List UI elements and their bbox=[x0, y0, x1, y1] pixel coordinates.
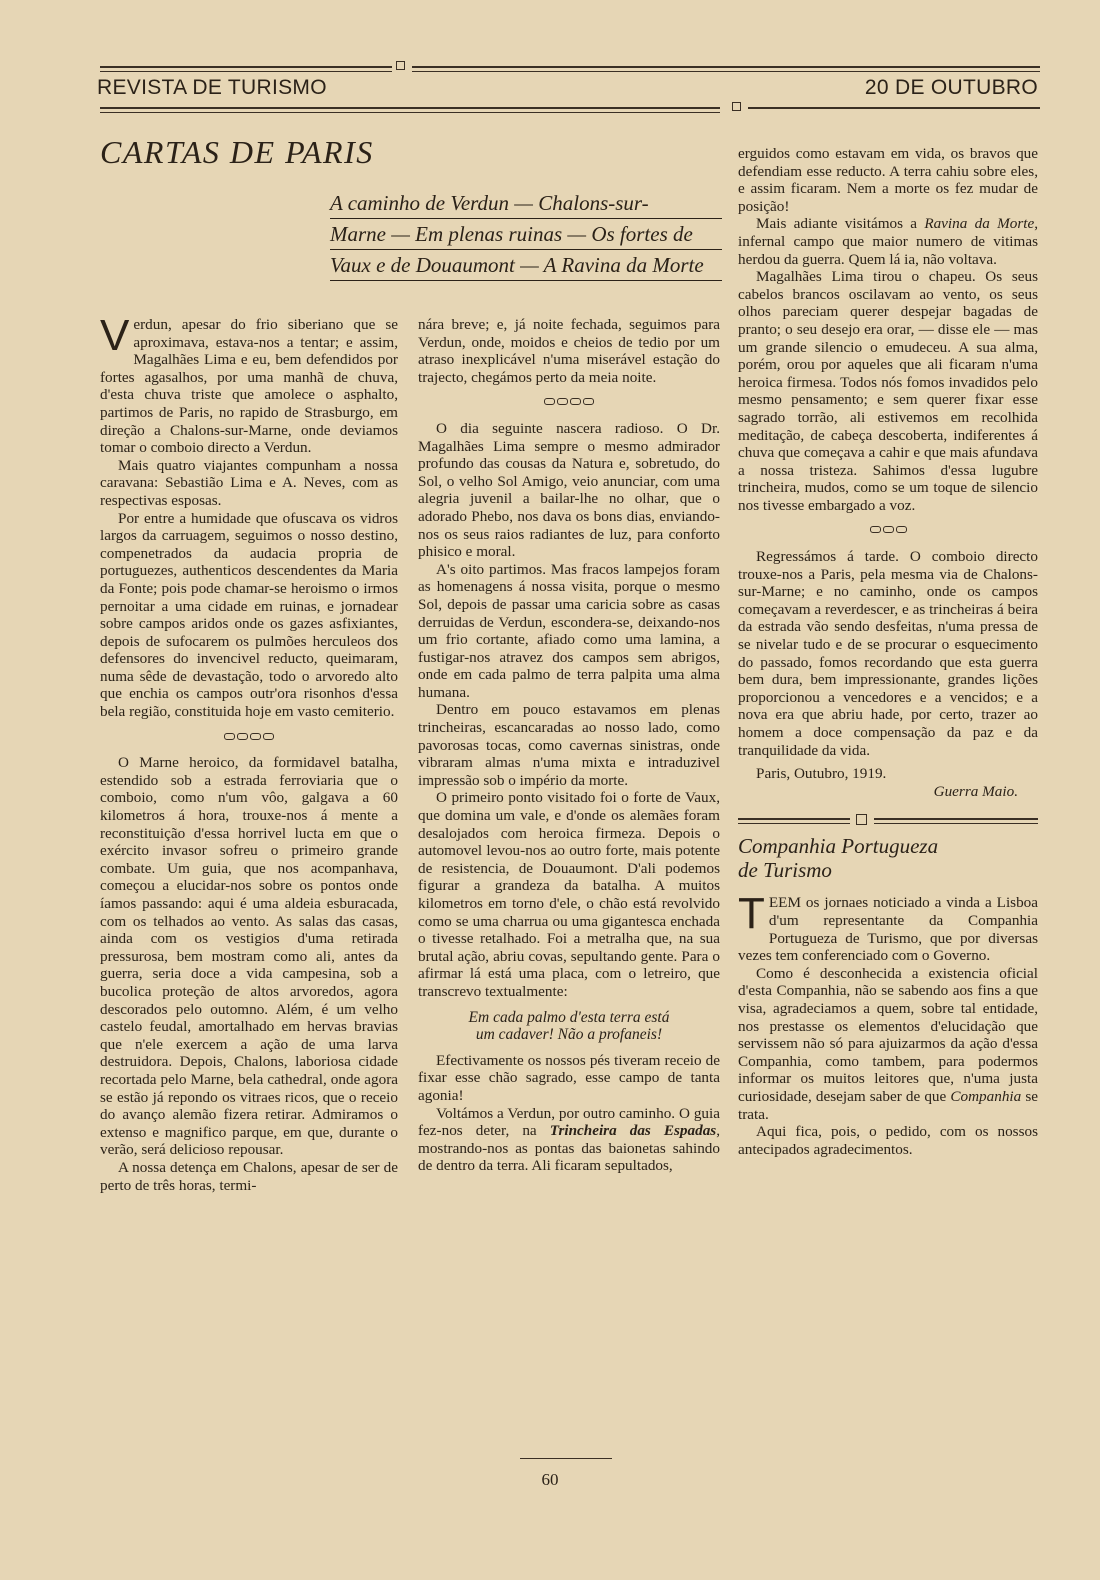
article-subtitle bbox=[330, 188, 722, 281]
header-bottom-rule-right bbox=[748, 107, 1040, 109]
paragraph bbox=[100, 311, 398, 457]
text: Mais adiante visitámos a bbox=[756, 215, 925, 233]
section-ornament bbox=[100, 729, 398, 747]
paragraph bbox=[738, 889, 1038, 965]
text: Como é desconhecida a existencia oficial d'esta Companhia, não se sabendo aos fins a que visa, agradeciamos a quem, sobre tal entidade, nos prestasse os elementos d'elucidação que servissem não só para ajuizarmos da ação d'essa Companhia, como tambem, para podermos informar os muitos leitores que, n'uma justa curiosidade, desejam saber de que bbox=[738, 964, 1038, 1105]
dateline: Paris, Outubro, 1919. bbox=[756, 765, 887, 783]
article-column-2 bbox=[418, 316, 720, 1175]
heading-line-1: Companhia Portugueza bbox=[738, 834, 939, 859]
emphasis: Companhia bbox=[950, 1087, 1022, 1105]
article-column-1 bbox=[100, 311, 398, 1194]
paragraph: O dia seguinte nascera radioso. O Dr. Magalhães Lima sempre o mesmo admirador profundo das cousas da Natura e, sobretudo, do Sol, o velho Sol Amigo, veio anunciar, com uma alegria juvenil a bailar-lhe no olhar, que o adorado Phebo, nos dava os bons dias, enviando-nos os seus raios radiantes de luz, para conforto phisico e moral. bbox=[418, 419, 720, 561]
inscription-line-1: Em cada palmo d'esta terra está bbox=[468, 1008, 670, 1026]
magazine-name: REVISTA DE TURISMO bbox=[97, 76, 327, 99]
header-top-rule-right bbox=[412, 66, 1040, 68]
article-title: CARTAS DE PARIS bbox=[100, 134, 374, 170]
paragraph: Efectivamente os nossos pés tiveram receio de fixar esse chão sagrado, esse campo de tanta agonia! bbox=[418, 1051, 720, 1104]
heading-line-2: de Turismo bbox=[738, 858, 832, 883]
small-caps-text: EEM bbox=[768, 894, 801, 912]
plaque-inscription bbox=[418, 1009, 720, 1044]
subtitle-line-2: Marne — Em plenas ruinas — Os fortes de bbox=[330, 219, 722, 250]
paragraph: erguidos como estavam em vida, os bravos que defendiam esse reducto. A terra cahiu sobre eles, e assim ficaram. Nem a morte os fez mudar de posição! bbox=[738, 145, 1038, 215]
footer-rule bbox=[520, 1458, 612, 1459]
paragraph-text: erdun, apesar do frio siberiano que se aproximava, estava-nos a tentar; e assim, Magalhães Lima e eu, bem defendidos por fortes agasalhos, por uma manhã de chuva, d'esta chuva triste que amolece o asphalto, partimos de Paris, no rapido de Strasburgo, em direção a Chalons-sur-Marne, onde deviamos tomar o comboio directo a Verdun. bbox=[100, 316, 398, 457]
section-ornament bbox=[418, 394, 720, 412]
header-bottom-ornament-square bbox=[732, 102, 741, 111]
paragraph: O Marne heroico, da formidavel batalha, estendido sob a estrada ferroviaria que o comboio, como n'um vôo, galgava a 60 kilometros á hora, trouxe-nos á mente a reconstituição d'essa horrivel lucta em que o exército invasor sofreu o primeiro grande combate. Um guia, que nos acompanhava, começou a elucidar-nos sobre os pontos onde íamos passando: aqui é uma aldeia esburacada, com os telhados ao vento. As salas das casas, ainda com os vestigios d'uma retirada pressurosa, bem mostram como ali, antes da guerra, seria doce a vida campesina, sob a bucolica proteção de altos arvoredos, agora descorados pelo outomno. Além, é um velho castelo feudal, amortalhado em hervas bravias que n'ele exercem a ação de uma larva destruidora. Depois, Chalons, laboriosa cidade recortada pelo Marne, bela cathedral, onde agora se estão já repondo os vitraes ricos, que o receio do avanço alemão fizera retirar. Admiramos o extenso e magnifico parque, em que, durante o verão, será delicioso repousar. bbox=[100, 754, 398, 1159]
header-bottom-rule-left bbox=[100, 107, 720, 109]
issue-date: 20 DE OUTUBRO bbox=[864, 76, 1038, 99]
paragraph bbox=[738, 215, 1038, 268]
paragraph: Magalhães Lima tirou o chapeu. Os seus cabelos brancos oscilavam ao vento, os seus olhos pareciam querer despejar bagadas de pranto; o seu desejo era orar, — disse ele — mas um grande silencio o emudeceu. A sua alma, porém, orou por aqueles que ali ficaram n'uma heroica firmesa. Todos nós fomos invadidos pelo mesmo pensamento; e sem querer fixar esse sagrado torrão, ali estivemos em recolhida meditação, de cabeça descoberta, indiferentes á chuva que começava a cahir e que mais afundava a nossa tristeza. Sahimos d'essa lugubre trincheira, mudos, como se um toque de silencio nos tivesse embargado a voz. bbox=[738, 268, 1038, 514]
paragraph bbox=[738, 965, 1038, 1123]
header-ornament-square bbox=[396, 61, 405, 70]
section-heading bbox=[738, 834, 1038, 882]
paragraph: Regressámos á tarde. O comboio directo trouxe-nos a Paris, pela mesma via de Chalons-sur-Marne; e no caminho, onde os campos começavam a reverdescer, e as trincheiras á beira da estrada vão sendo desfeitas, n'uma pressa de se nivelar tudo e de se procurar o esquecimento do passado, fomos recordando que esta guerra bem dura, bem impressionante, grandes lições proporcionou a vencedores e a vencidos; e a nova era que abriu hade, por certo, trazer ao homem a doce compensação da paz e da tranquilidade da vida. bbox=[738, 548, 1038, 759]
paragraph: Mais quatro viajantes compunham a nossa caravana: Sebastião Lima e A. Neves, com as respectivas esposas. bbox=[100, 456, 398, 509]
text: se trata. bbox=[738, 1087, 1038, 1123]
paragraph: O primeiro ponto visitado foi o forte de Vaux, que domina um vale, e d'onde os alemães foram desalojados com heroica firmeza. Depois o automovel levou-nos ao outro forte, mais potente de resistencia, de Douaumont. D'ali podemos figurar a grandeza da batalha. A muitos kilometros em torno d'ele, o chão está revolvido como se uma charrua ou uma gigantesca enchada o tivesse retalhado. Foi a metralha que, na sua brutal ação, abriu covas, sepultando gente. Para o afirmar lá está uma placa, com o letreiro, que transcrevo textualmente: bbox=[418, 789, 720, 1000]
drop-cap: T bbox=[738, 889, 765, 939]
subtitle-line-1: A caminho de Verdun — Chalons-sur- bbox=[330, 188, 722, 219]
paragraph bbox=[418, 1105, 720, 1175]
subtitle-line-3: Vaux e de Douaumont — A Ravina da Morte bbox=[330, 250, 722, 281]
paragraph: A's oito partimos. Mas fracos lampejos foram as homenagens á nossa visita, porque o mesmo Sol, depois de passar uma caricia sobre as casas derruidas de Verdun, escondera-se, deixando-nos um frio cortante, afiado como uma lamina, a fustigar-nos atravez dos campos sem abrigos, onde em cada palmo de terra palpita uma alma humana. bbox=[418, 560, 720, 701]
header-top-rule-left bbox=[100, 66, 392, 68]
header-bottom-rule-left-2 bbox=[100, 112, 720, 113]
header-top-rule-right-2 bbox=[412, 71, 1040, 72]
paragraph-text: os jornaes noticiado a vinda a Lisboa d'um representante da Companhia Portugueza de Turismo, que por diversas vezes tem conferenciado com o Governo. bbox=[738, 894, 1038, 965]
drop-cap: V bbox=[100, 311, 130, 360]
page-number: 60 bbox=[541, 1470, 559, 1489]
inscription-line-2: um cadaver! Não a profaneis! bbox=[475, 1026, 663, 1044]
text: Voltámos a Verdun, por outro caminho. O guia fez-nos deter, na bbox=[418, 1104, 720, 1140]
text: , infernal campo que maior numero de vitimas herdou da guerra. Quem lá ia, não voltava. bbox=[738, 215, 1038, 268]
emphasis: Trincheira das Espadas bbox=[549, 1122, 717, 1140]
header-top-rule-left-2 bbox=[100, 71, 392, 72]
paragraph: Por entre a humidade que ofuscava os vidros largos da carruagem, seguimos o nosso destino, compenetrados da audacia propria de portuguezes, authenticos descendentes da Maria da Fonte; pois pode chamar-se heroismo o irmos pernoitar a uma cidade em ruinas, e jornadear sobre campos aridos onde os gazes asfixiantes, depois de sufocarem os pulmões herculeos dos defensores do invencivel reducto, queimaram, numa sêde de devastação, todo o arvoredo alto que enchia os campos outr'ora risonhos d'essa bela região, constituida hoje em vasto cemiterio. bbox=[100, 509, 398, 721]
article-column-3 bbox=[738, 145, 1038, 1158]
text: , mostrando-nos as pontas das baionetas sahindo de dentro da terra. Ali ficaram sepultados, bbox=[418, 1122, 720, 1175]
paragraph: nára breve; e, já noite fechada, seguimos para Verdun, onde, moidos e cheios de tedio por um atraso inexplicável n'uma miserável estação do trajecto, chegámos perto da meia noite. bbox=[418, 316, 720, 386]
emphasis: Ravina da Morte bbox=[924, 215, 1035, 233]
paragraph: Aqui fica, pois, o pedido, com os nossos antecipados agradecimentos. bbox=[738, 1123, 1038, 1158]
paragraph: A nossa detença em Chalons, apesar de ser de perto de três horas, termi- bbox=[100, 1158, 398, 1194]
section-ornament bbox=[738, 522, 1038, 540]
article-separator bbox=[738, 806, 1038, 828]
author-signature: Guerra Maio. bbox=[933, 782, 1018, 800]
paragraph: Dentro em pouco estavamos em plenas trincheiras, escancaradas ao nosso lado, como pavorosas tocas, como cavernas sinistras, onde vibraram almas n'uma mixta e intraduzivel impressão sob o império da morte. bbox=[418, 701, 720, 789]
